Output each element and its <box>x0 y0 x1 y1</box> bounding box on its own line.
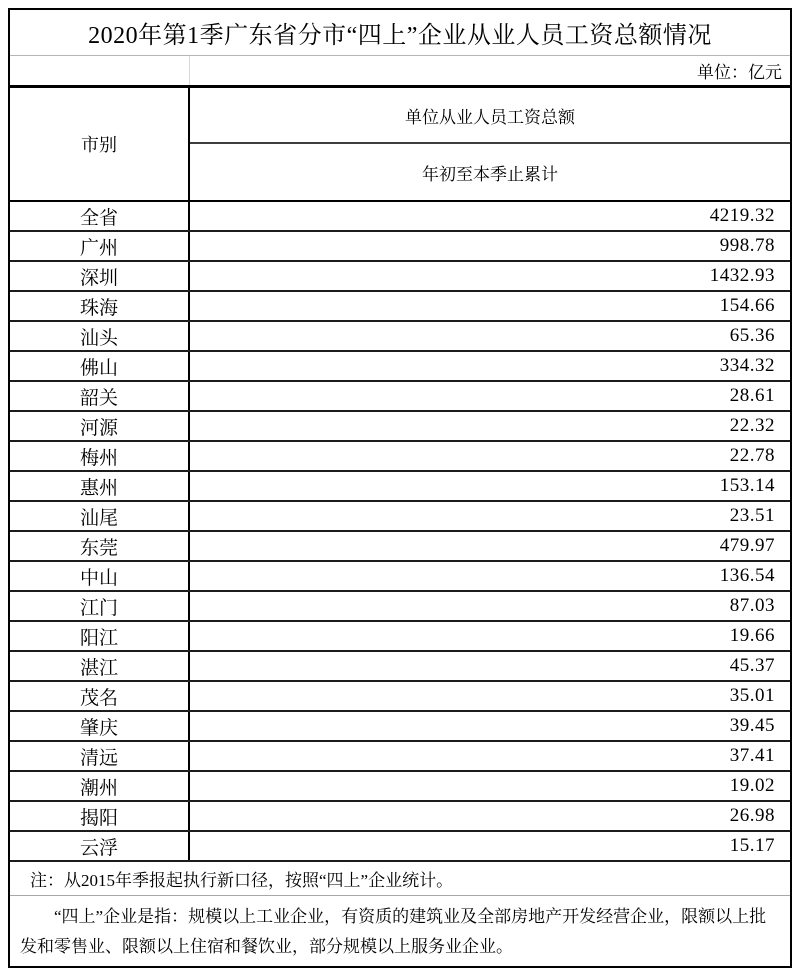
value-cell: 334.32 <box>719 355 775 376</box>
region-cell: 惠州 <box>10 472 190 500</box>
title-row <box>10 10 790 56</box>
value-cell: 479.97 <box>719 535 775 556</box>
footnote-2-block <box>10 896 790 962</box>
table-header <box>10 88 790 202</box>
table-row <box>10 712 790 742</box>
table-row <box>10 472 790 502</box>
region-cell: 揭阳 <box>10 802 190 830</box>
value-cell: 65.36 <box>729 325 775 346</box>
value-cell: 87.03 <box>729 595 775 616</box>
region-cell: 全省 <box>10 202 190 230</box>
region-cell: 梅州 <box>10 442 190 470</box>
region-cell: 潮州 <box>10 772 190 800</box>
value-cell: 45.37 <box>729 655 775 676</box>
table-row <box>10 742 790 772</box>
region-cell: 阳江 <box>10 622 190 650</box>
region-cell: 湛江 <box>10 652 190 680</box>
column-header-value-group <box>190 88 790 200</box>
region-cell: 珠海 <box>10 292 190 320</box>
value-cell: 154.66 <box>719 295 775 316</box>
table-row <box>10 772 790 802</box>
page-title: 2020年第1季广东省分市“四上”企业从业人员工资总额情况 <box>88 23 712 49</box>
value-cell: 37.41 <box>729 745 775 766</box>
table-row <box>10 442 790 472</box>
value-cell: 22.32 <box>729 415 775 436</box>
region-cell: 肇庆 <box>10 712 190 740</box>
value-cell: 23.51 <box>729 505 775 526</box>
region-cell: 深圳 <box>10 262 190 290</box>
wage-table <box>8 8 792 968</box>
table-row <box>10 262 790 292</box>
table-row <box>10 562 790 592</box>
table-row <box>10 232 790 262</box>
column-header-wage-total: 单位从业人员工资总额 <box>190 88 790 144</box>
table-row <box>10 802 790 832</box>
region-cell: 茂名 <box>10 682 190 710</box>
value-cell: 19.02 <box>729 775 775 796</box>
value-cell: 26.98 <box>729 805 775 826</box>
region-cell: 汕头 <box>10 322 190 350</box>
table-row <box>10 502 790 532</box>
value-cell: 15.17 <box>729 835 775 856</box>
value-cell: 136.54 <box>719 565 775 586</box>
column-header-cumulative: 年初至本季止累计 <box>422 164 558 184</box>
value-cell: 1432.93 <box>709 265 775 286</box>
table-row <box>10 322 790 352</box>
value-cell: 28.61 <box>729 385 775 406</box>
table-row <box>10 832 790 862</box>
table-row <box>10 352 790 382</box>
table-row <box>10 202 790 232</box>
table-row <box>10 412 790 442</box>
region-cell: 汕尾 <box>10 502 190 530</box>
table-row <box>10 622 790 652</box>
column-header-region: 市别 <box>10 88 190 200</box>
value-cell: 22.78 <box>729 445 775 466</box>
table-row <box>10 292 790 322</box>
value-cell: 35.01 <box>729 685 775 706</box>
region-cell: 中山 <box>10 562 190 590</box>
footnote-2: “四上”企业是指：规模以上工业企业，有资质的建筑业及全部房地产开发经营企业，限额以上批发和零售业、限额以上住宿和餐饮业，部分规模以上服务业企业。 <box>20 907 767 956</box>
value-cell: 39.45 <box>729 715 775 736</box>
unit-row-spacer <box>10 56 190 85</box>
table-body <box>10 202 790 862</box>
value-cell: 4219.32 <box>709 205 775 226</box>
region-cell: 清远 <box>10 742 190 770</box>
table-row <box>10 592 790 622</box>
region-cell: 东莞 <box>10 532 190 560</box>
value-cell: 153.14 <box>719 475 775 496</box>
table-row <box>10 382 790 412</box>
region-cell: 佛山 <box>10 352 190 380</box>
region-cell: 河源 <box>10 412 190 440</box>
unit-label: 单位：亿元 <box>697 63 782 82</box>
value-cell: 998.78 <box>719 235 775 256</box>
table-row <box>10 652 790 682</box>
value-cell: 19.66 <box>729 625 775 646</box>
table-row <box>10 532 790 562</box>
unit-row <box>10 56 790 88</box>
footnote-1: 注：从2015年季报起执行新口径，按照“四上”企业统计。 <box>10 862 790 896</box>
region-cell: 云浮 <box>10 832 190 860</box>
table-row <box>10 682 790 712</box>
region-cell: 广州 <box>10 232 190 260</box>
region-cell: 韶关 <box>10 382 190 410</box>
region-cell: 江门 <box>10 592 190 620</box>
